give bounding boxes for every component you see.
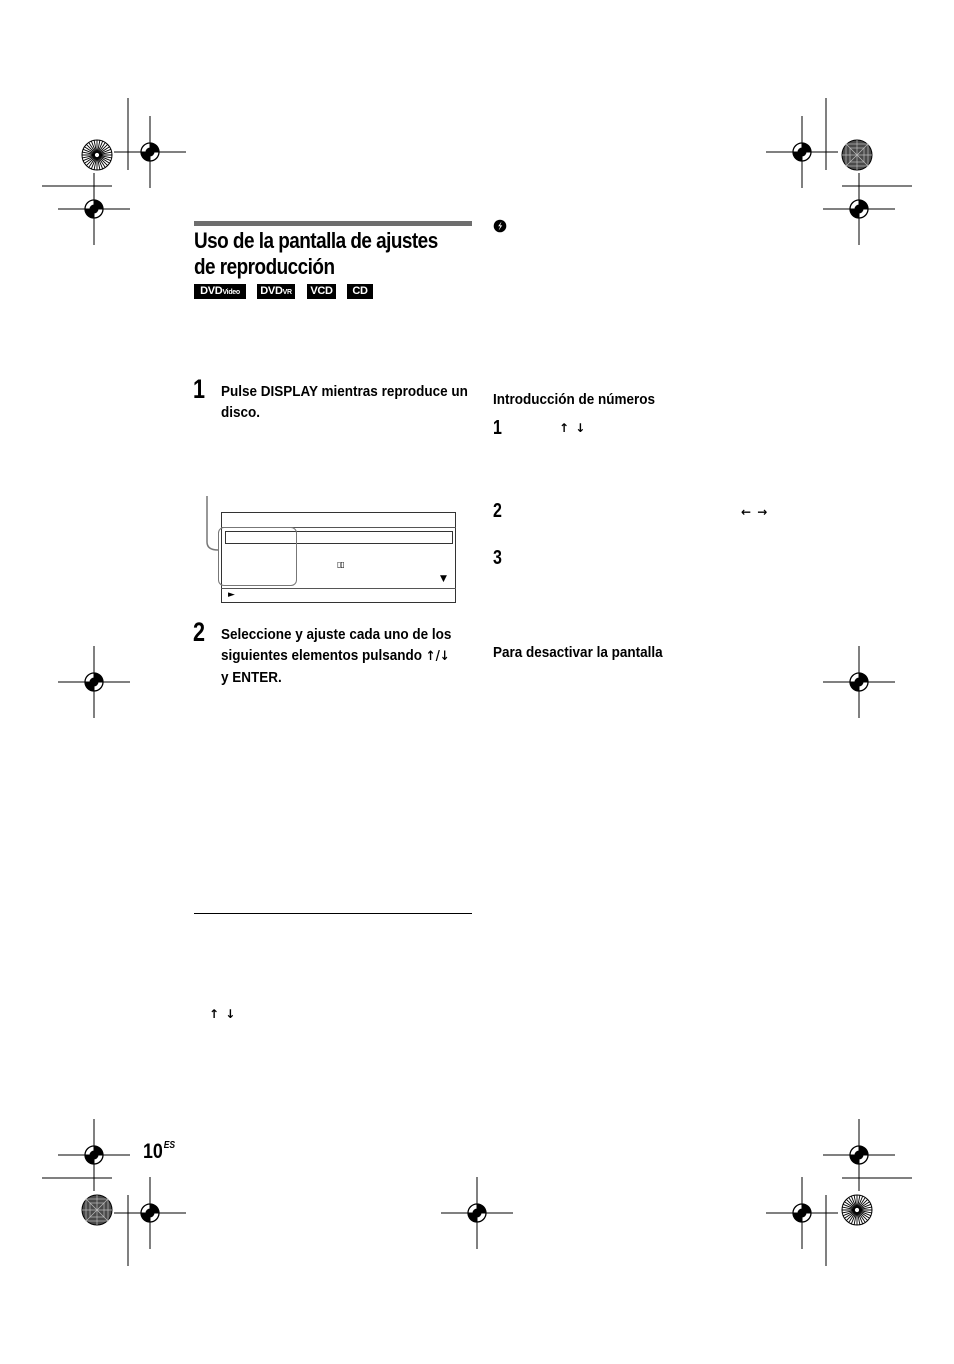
vcd-badge <box>307 284 336 299</box>
dvd-video-badge <box>194 284 246 299</box>
step-2-text-line3: y ENTER. <box>221 669 282 686</box>
page-number <box>143 1134 175 1164</box>
step-2-text-line2 <box>221 645 469 667</box>
step-1-text: Pulse DISPLAY mientras reproduce un disco. <box>221 383 468 421</box>
play-icon: ► <box>228 590 235 600</box>
step-2-text <box>221 624 469 688</box>
left-right-arrows-icon: ← → <box>741 505 769 519</box>
pause-icon: ▯▯ <box>337 560 344 569</box>
step-1-number: 1 <box>193 374 206 404</box>
section-title-line1: Uso de la pantalla de ajustes <box>194 228 438 253</box>
display-off-heading: Para desactivar la pantalla <box>493 644 663 661</box>
step-2-text-line2-words: siguientes elementos pulsando <box>221 647 426 664</box>
up-down-arrows-icon: ↑ ↓ <box>209 1007 237 1021</box>
up-down-arrows-icon: ↑/↓ <box>425 649 450 664</box>
section-title <box>194 228 452 280</box>
page-language-suffix: ES <box>163 1140 176 1151</box>
step-2-number: 2 <box>193 617 206 647</box>
dvd-video-badge-sub: Video <box>222 289 240 296</box>
osd-footer-line <box>221 588 456 589</box>
dvd-vr-badge-main: DVD <box>260 285 283 297</box>
dvd-video-badge-main: DVD <box>200 285 223 297</box>
page-number-value: 10 <box>143 1140 163 1163</box>
tip-icon <box>493 219 507 233</box>
intro-numbers-heading: Introducción de números <box>493 391 656 408</box>
dvd-vr-badge <box>257 284 295 299</box>
section-rule <box>194 221 472 226</box>
osd-callout-box <box>218 527 297 586</box>
section-divider <box>194 913 472 914</box>
step-2-text-line1: Seleccione y ajuste cada uno de los <box>221 626 452 643</box>
up-down-arrows-icon: ↑ ↓ <box>559 421 587 435</box>
cd-badge-main: CD <box>352 285 368 297</box>
cd-badge <box>347 284 373 299</box>
section-title-line2: de reproducción <box>194 254 335 279</box>
intro-step-3-number: 3 <box>493 547 502 569</box>
down-arrow-icon: ▼ <box>440 574 447 584</box>
intro-step-1-number: 1 <box>493 417 502 439</box>
dvd-vr-badge-sub: VR <box>282 289 292 296</box>
intro-step-2-number: 2 <box>493 500 502 522</box>
vcd-badge-main: VCD <box>310 285 333 297</box>
